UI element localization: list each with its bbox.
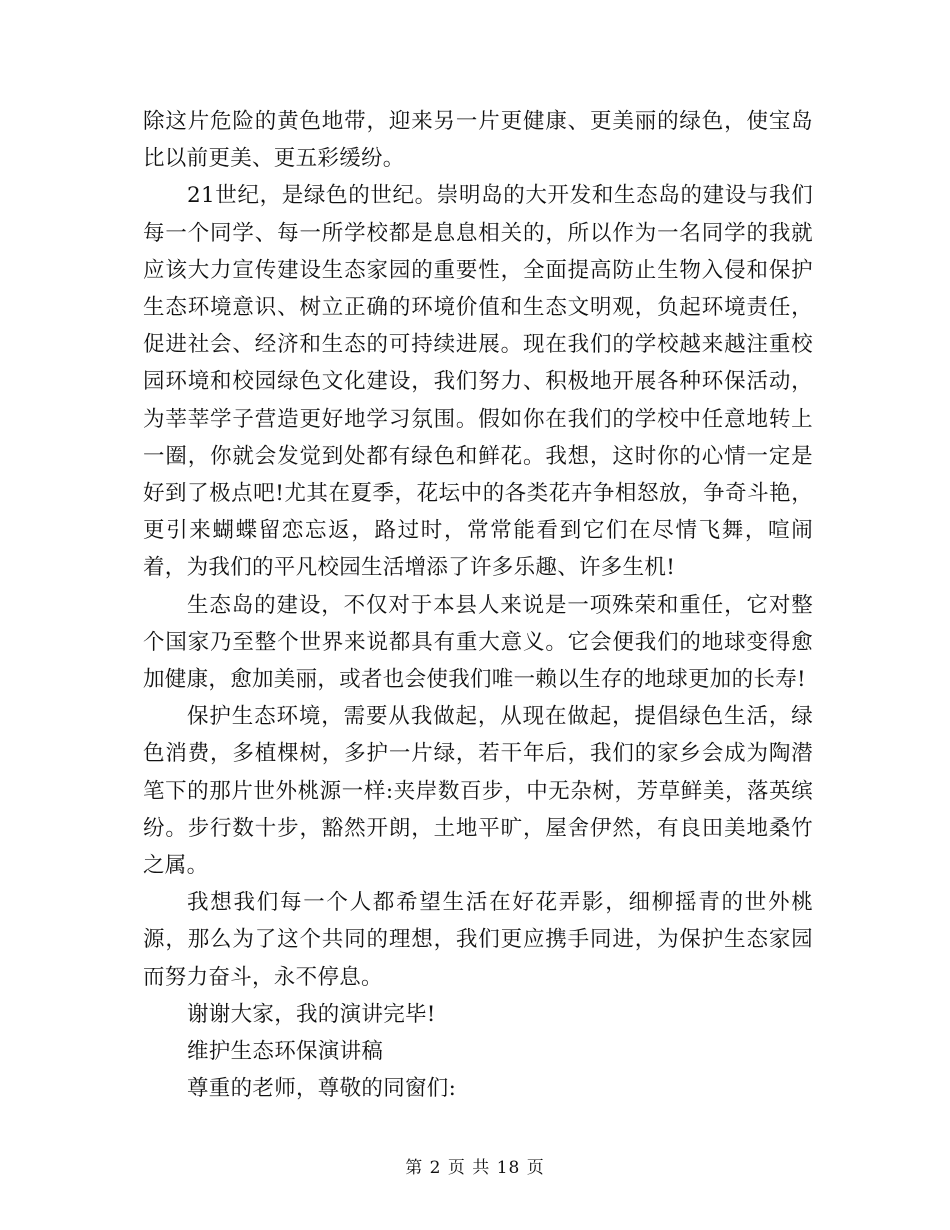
page-number-label: 第 2 页 共 18 页	[405, 1158, 545, 1178]
page-footer	[0, 1153, 950, 1178]
paragraph-7-heading: 维护生态环保演讲稿	[187, 1039, 384, 1065]
paragraph-5: 我想我们每一个人都希望生活在好花弄影，细柳摇青的世外桃源，那么为了这个共同的理想，我们更应携手同进，为保护生态家园而努力奋斗，永不停息。	[143, 890, 813, 990]
paragraph-2: 21世纪，是绿色的世纪。崇明岛的大开发和生态岛的建设与我们每一个同学、每一所学校都是息息相关的，所以作为一名同学的我就应该大力宣传建设生态家园的重要性，全面提高防止生物入侵和保护生态环境意识、树立正确的环境价值和生态文明观，负起环境责任，促进社会、经济和生态的可持续进展。现在我们的学校越来越注重校园环境和校园绿色文化建设，我们努力、积极地开展各种环保活动，为莘莘学子营造更好地学习氛围。假如你在我们的学校中任意地转上一圈，你就会发觉到处都有绿色和鲜花。我想，这时你的心情一定是好到了极点吧!尤其在夏季，花坛中的各类花卉争相怒放，争奇斗艳，更引来蝴蝶留恋忘返，路过时，常常能看到它们在尽情飞舞，喧闹着，为我们的平凡校园生活增添了许多乐趣、许多生机!	[143, 183, 813, 581]
paragraph-6: 谢谢大家，我的演讲完毕!	[187, 1001, 436, 1027]
document-body	[143, 103, 813, 1107]
paragraph-4: 保护生态环境，需要从我做起，从现在做起，提倡绿色生活，绿色消费，多植棵树，多护一片绿，若干年后，我们的家乡会成为陶潜笔下的那片世外桃源一样:夹岸数百步，中无杂树，芳草鲜美，落英缤纷。步行数十步，豁然开朗，土地平旷，屋舍伊然，有良田美地桑竹之属。	[143, 704, 813, 879]
paragraph-8-salutation: 尊重的老师，尊敬的同窗们:	[187, 1076, 457, 1102]
paragraph-1: 除这片危险的黄色地带，迎来另一片更健康、更美丽的绿色，使宝岛比以前更美、更五彩缓纷。	[143, 109, 813, 172]
paragraph-3: 生态岛的建设，不仅对于本县人来说是一项殊荣和重任，它对整个国家乃至整个世界来说都具有重大意义。它会便我们的地球变得愈加健康，愈加美丽，或者也会使我们唯一赖以生存的地球更加的长寿!	[143, 592, 813, 693]
